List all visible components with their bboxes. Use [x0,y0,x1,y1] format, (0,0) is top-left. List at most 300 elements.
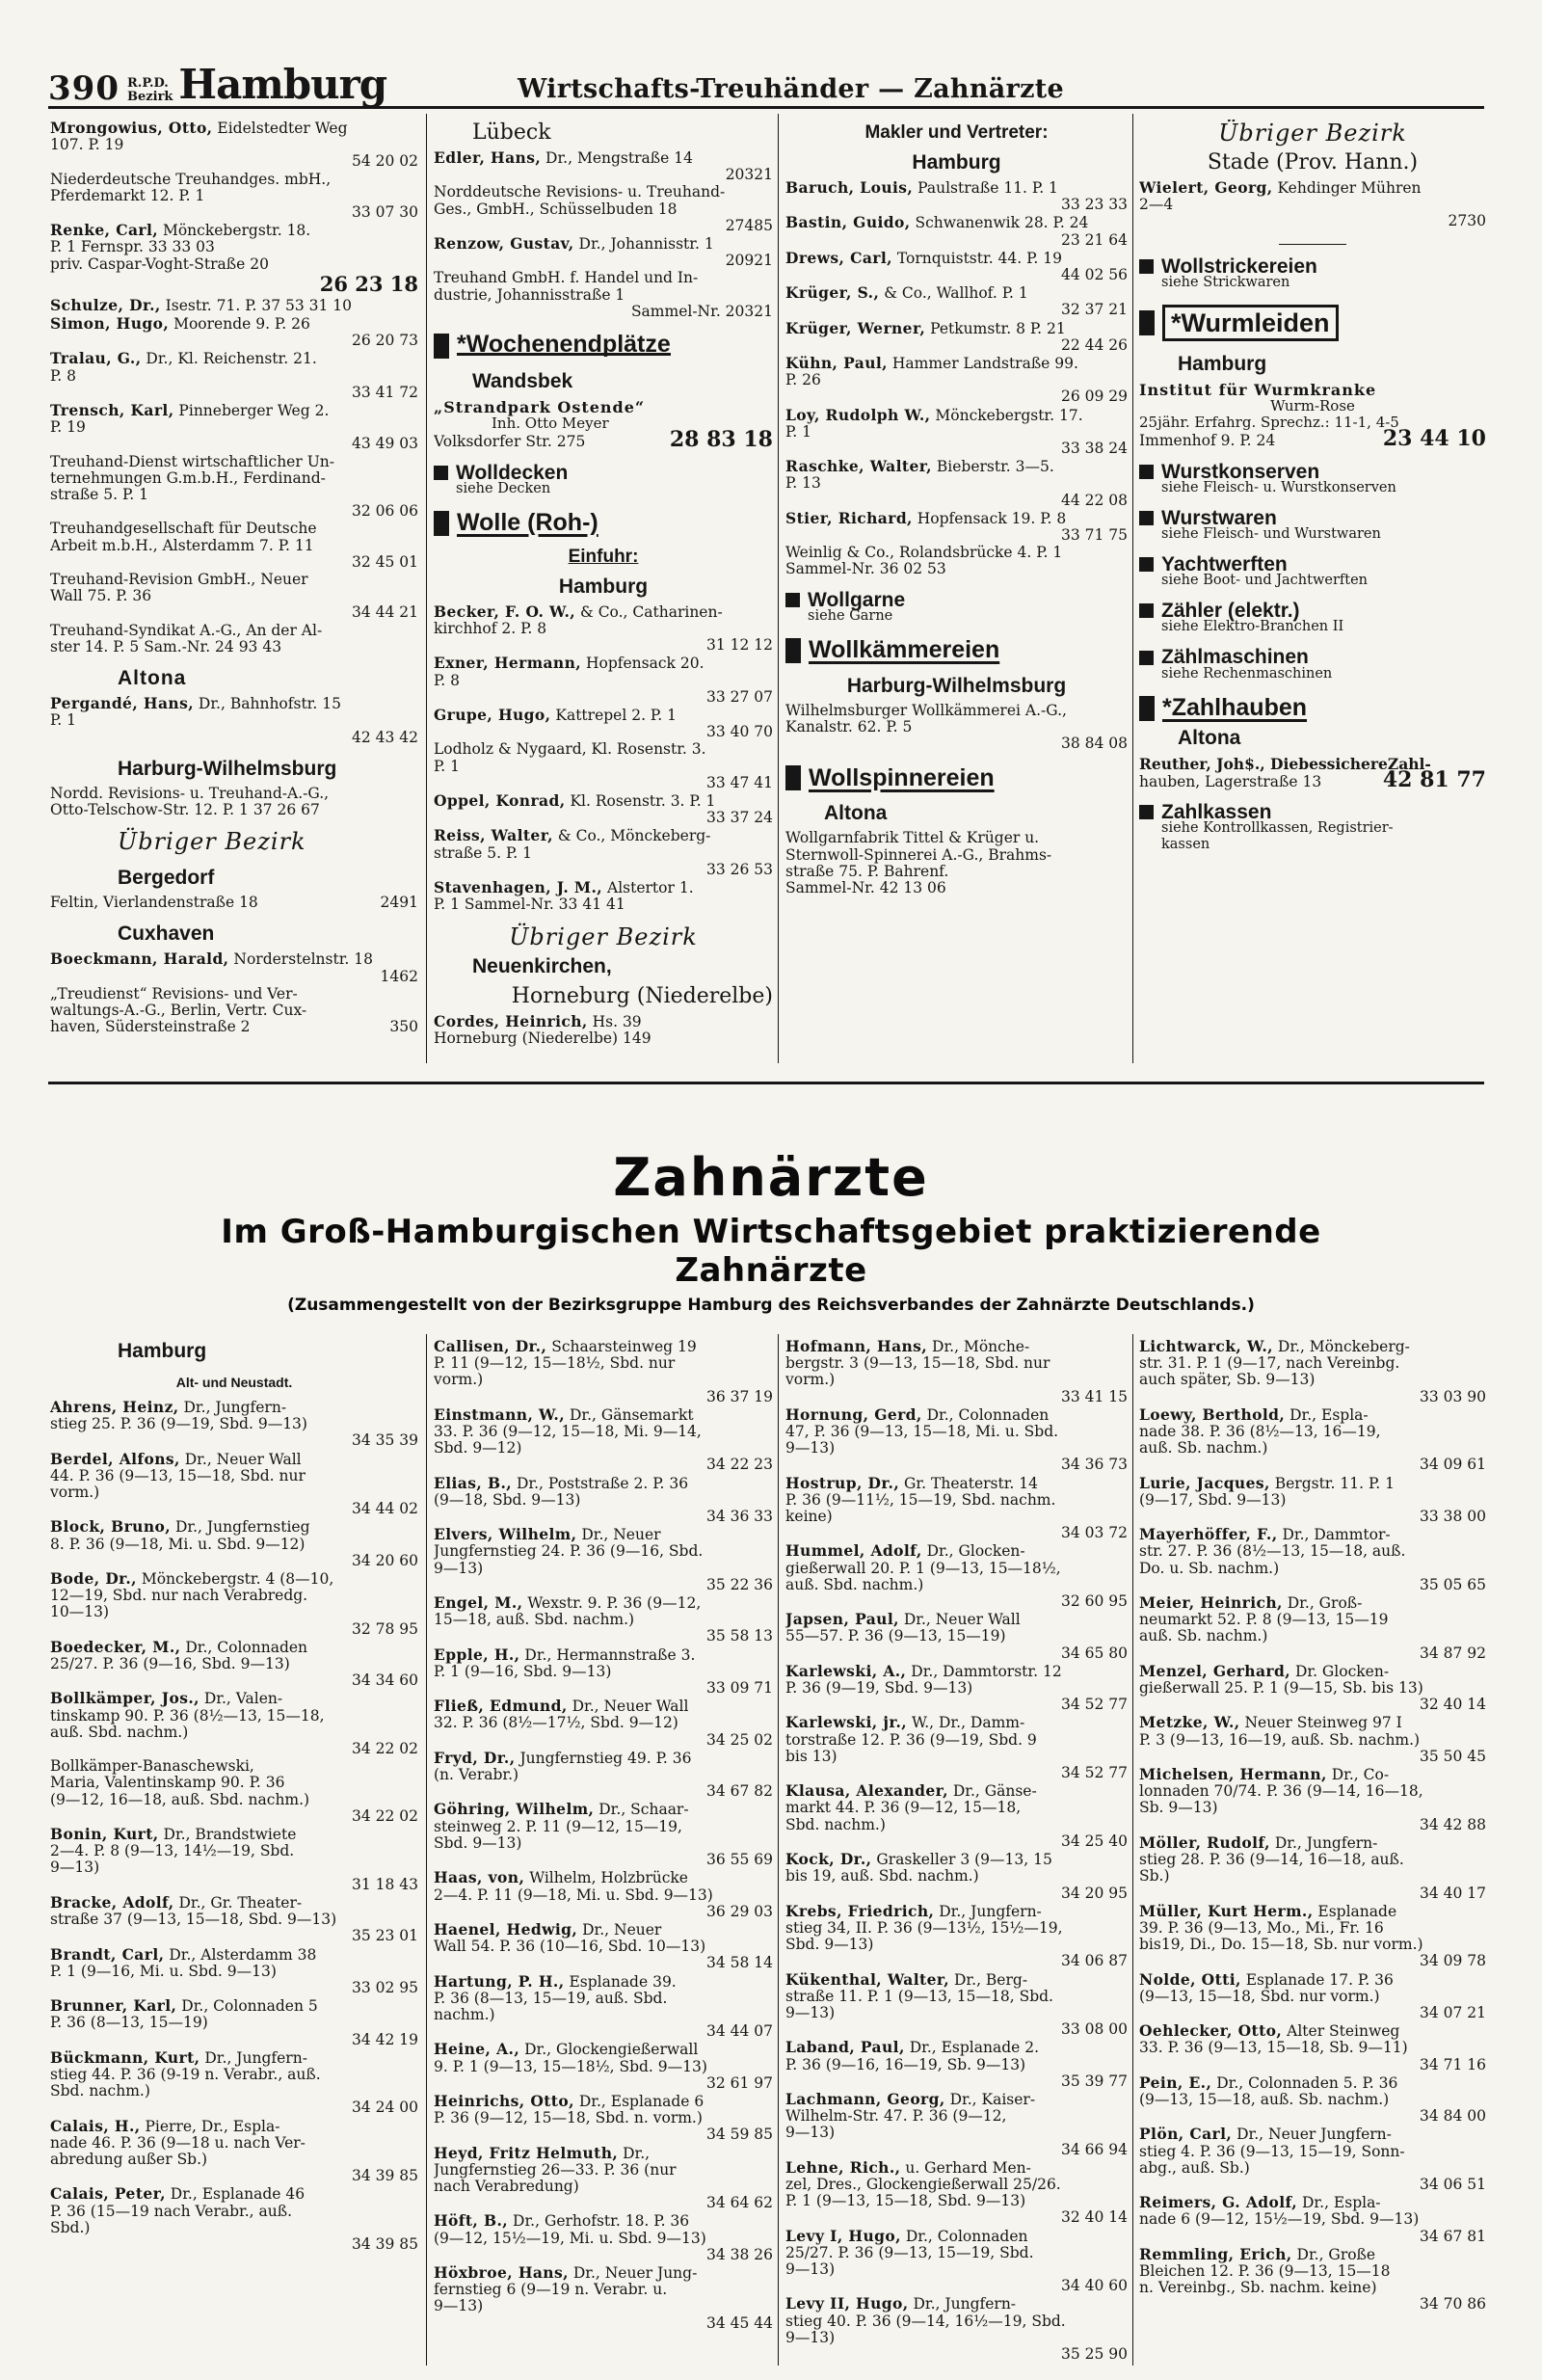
entry-phone: 34 40 60 [1060,2278,1128,2295]
entry-name: Hummel, Adolf, [785,1542,922,1561]
entry-line: keine) [785,1509,833,1526]
directory-entry [434,1475,773,1526]
entry-line: Lachmann, Georg, Dr., Kaiser- [785,2090,1036,2108]
entry-phone: 33 41 15 [1060,1388,1128,1405]
entry-line: Wall 75. P. 36 [50,588,152,605]
column-divider [426,114,427,1063]
entry-line: abredung außer Sb.) [50,2151,208,2168]
directory-entry [1139,1834,1486,1902]
entry-name: Tralau, G., [50,350,142,368]
entry-line: 2—4 [1139,197,1174,214]
entry-phone: 36 37 19 [705,1388,773,1405]
entry-line: bis 13) [785,1748,837,1765]
entry-phone: 26 09 29 [1060,388,1128,406]
entry-name: Baruch, Louis, [785,179,914,197]
entry-line: Elvers, Wilhelm, Dr., Neuer [434,1526,661,1544]
entry-line: (9—18, Sbd. 9—13) [434,1491,581,1509]
entry-line: Sbd.) [50,2219,91,2236]
entry-line: Einstmann, W., Dr., Gänsemarkt [434,1405,694,1424]
entry-line: 8. P. 36 (9—18, Mi. u. Sbd. 9—12) [50,1536,306,1553]
directory-entry [434,184,773,234]
directory-entry [785,1851,1128,1902]
entry-phone: 35 23 01 [351,1928,418,1945]
entry-name: Bode, Dr., [50,1570,137,1589]
directory-entry [50,2185,418,2253]
directory-entry [50,1997,418,2048]
entry-line: Göhring, Wilhelm, Dr., Schaar- [434,1801,689,1819]
directory-entry [50,454,418,521]
directory-entry [50,950,418,984]
entry-phone: 38 84 08 [1060,735,1128,753]
entry-name: Müller, Kurt Herm., [1139,1902,1314,1920]
entry-line: Weinlig & Co., Rolandsbrücke 4. P. 1 [785,545,1063,562]
directory-entry [50,1894,418,1945]
entry-line: P. 1 [434,758,461,775]
entry-line: (9—13, 15—18, auß. Sb. nachm.) [1139,2091,1390,2108]
category-note: siehe Elektro-Branchen II [1161,619,1344,635]
entry-line: 25/27. P. 36 (9—16, Sbd. 9—13) [50,1656,290,1673]
entry-line: Berdel, Alfons, Dr., Neuer Wall [50,1450,302,1468]
entry-line: tinskamp 90. P. 36 (8½—13, 15—18, [50,1707,325,1725]
entry-phone: 34 42 19 [351,2031,418,2048]
entry-line: Loewy, Berthold, Dr., Espla- [1139,1405,1369,1424]
directory-entry [50,1639,418,1690]
entry-phone: 34 09 61 [1419,1457,1486,1474]
entry-phone: 34 45 44 [705,2314,773,2332]
entry-name: Heine, A., [434,2041,520,2059]
entry-phone: 34 07 21 [1419,2004,1486,2021]
entry-line: 47, P. 36 (9—13, 15—18, Mi. u. Sbd. [785,1424,1059,1441]
square-bullet-icon [1139,603,1154,618]
directory-entry [785,407,1128,458]
entry-line: markt 44. P. 36 (9—12, 15—18, [785,1800,1022,1817]
directory-entry [50,172,418,222]
entry-name: Menzel, Gerhard, [1139,1662,1291,1680]
entry-name: Einstmann, W., [434,1405,566,1424]
directory-entry [1139,1766,1486,1833]
entry-line: Do. u. Sb. nachm.) [1139,1560,1280,1577]
section-subtitle: Zahnärzte [675,1251,867,1290]
entry-line: P. 36 (9—12, 15—18, Sbd. n. vorm.) [434,2110,703,2127]
place-heading: Wandsbek [472,370,573,393]
directory-entry [434,1973,773,2041]
entry-line: P. 1 Fernspr. 33 33 03 [50,239,215,256]
entry-line: bergstr. 3 (9—13, 15—18, Sbd. nur [785,1355,1050,1373]
adv-hours: 25jähr. Erfahrg. Sprechz.: 11-1, 4-5 [1139,414,1399,432]
entry-line: 32. P. 36 (8½—17½, Sbd. 9—12) [434,1715,678,1732]
entry-name: Krebs, Friedrich, [785,1902,935,1920]
entry-line: Nolde, Otti, Esplanade 17. P. 36 [1139,1970,1394,1989]
category-title: *Zahlhauben [1162,694,1308,722]
entry-line: Oehlecker, Otto, Alter Steinweg [1139,2022,1400,2041]
entry-line: Bleichen 12. P. 36 (9—13, 15—18 [1139,2262,1391,2280]
entry-line: Bückmann, Kurt, Dr., Jungfern- [50,2048,307,2067]
entry-line: Sbd. 9—12) [434,1440,522,1457]
entry-line: Treuhand-Revision GmbH., Neuer [50,572,308,589]
entry-line: 107. P. 19 [50,137,124,154]
place-heading: Bergedorf [118,867,215,890]
directory-entry [434,1646,773,1698]
entry-name: Kock, Dr., [785,1851,872,1869]
entry-phone: 34 22 02 [351,1741,418,1758]
entry-line: 12—19, Sbd. nur nach Verabredg. [50,1588,308,1605]
category-title: Zählmaschinen [1161,646,1309,669]
entry-line: Trensch, Karl, Pinneberger Weg 2. [50,402,330,420]
entry-line: straße 5. P. 1 [434,844,533,862]
entry-line: P. 1 (9—16, Sbd. 9—13) [434,1663,612,1680]
entry-line: P. 36 (15—19 nach Verabr., auß. [50,2203,293,2220]
entry-name: Calais, Peter, [50,2185,166,2204]
entry-name: Bollkämper, Jos., [50,1690,199,1708]
category-note: siehe Fleisch- und Wurstwaren [1161,526,1381,543]
entry-line: P. 3 (9—13, 16—19, auß. Sb. nachm.) [1139,1731,1421,1749]
directory-entry [785,214,1128,248]
advertisement-reuther [1139,756,1486,790]
entry-line: ternehmungen G.m.b.H., Ferdinand- [50,469,326,487]
directory-entry [50,350,418,401]
entry-line: 9. P. 1 (9—13, 15—18½, Sbd. 9—13) [434,2058,707,2075]
entry-phone: 33 08 00 [1060,2021,1128,2039]
entry-name: Drews, Carl, [785,249,892,267]
entry-line: Meier, Heinrich, Dr., Groß- [1139,1594,1363,1613]
adv-sub: Wurm-Rose [1270,397,1355,415]
entry-name: Hofmann, Hans, [785,1338,928,1355]
entry-name: Krüger, S., [785,284,880,303]
category-title: Wollkämmereien [809,636,1000,664]
entry-name: Göhring, Wilhelm, [434,1801,595,1819]
entry-line: Höxbroe, Hans, Dr., Neuer Jung- [434,2263,698,2282]
section-title: Zahnärzte [613,1147,929,1208]
entry-line: torstraße 12. P. 36 (9—19, Sbd. 9 [785,1731,1037,1749]
entry-name: Plön, Carl, [1139,2126,1233,2144]
square-bullet-icon [1139,651,1154,665]
entry-line: Calais, Peter, Dr., Esplanade 46 [50,2185,306,2204]
entry-line: Raschke, Walter, Bieberstr. 3—5. [785,458,1054,476]
entry-name: Exner, Hermann, [434,655,582,673]
entry-name: Cordes, Heinrich, [434,1012,588,1030]
entry-line: vorm.) [785,1372,836,1389]
entry-phone: 33 03 90 [1419,1388,1486,1405]
entry-line: Sammel-Nr. 42 13 06 [785,880,946,897]
category-title: Zahlkassen [1161,801,1272,824]
category-title: *Wurmleiden [1162,305,1339,341]
entry-phone: 34 67 82 [705,1783,773,1801]
entry-phone: 33 40 70 [705,724,773,741]
entry-phone: 34 84 00 [1419,2108,1486,2126]
category-wollstrickereien [1139,254,1486,278]
directory-entry [434,792,773,826]
entry-line: str. 27. P. 36 (8½—13, 15—18, auß. [1139,1543,1406,1561]
directory-entry [50,402,418,453]
entry-line: Treuhand-Syndikat A.-G., An der Al- [50,622,323,639]
entry-line: P. 1 [50,712,77,730]
entry-line: 9—13) [434,1560,484,1577]
entry-name: Oehlecker, Otto, [1139,2022,1283,2041]
entry-line: gießerwall 25. P. 1 (9—15, Sb. bis 13) [1139,1680,1423,1698]
entry-line: haven, Südersteinstraße 2 350 [50,1019,418,1036]
entry-phone: 33 07 30 [351,204,418,222]
entry-name: Stier, Richard, [785,509,913,527]
directory-entry [50,572,418,622]
category-title: Zähler (elektr.) [1161,600,1300,623]
entry-line: ster 14. P. 5 Sam.-Nr. 24 93 43 [50,638,282,655]
entry-line: P. 36 (9—19, Sbd. 9—13) [785,1680,973,1698]
entry-line: Höft, B., Dr., Gerhofstr. 18. P. 36 [434,2212,690,2231]
entry-phone: 32 40 14 [1419,1697,1486,1714]
entry-line: Edler, Hans, Dr., Mengstraße 14 [434,149,693,167]
entry-line: Maria, Valentinskamp 90. P. 36 [50,1775,285,1792]
entry-name: Bückmann, Kurt, [50,2048,200,2067]
directory-entry [434,2212,773,2263]
category-wurmleiden [1139,305,1486,341]
directory-entry [785,1714,1128,1781]
entry-phone: 35 05 65 [1419,1576,1486,1593]
entry-phone: 34 70 86 [1419,2296,1486,2313]
directory-entry [50,297,418,314]
district-heading: Alt- und Neustadt. [175,1375,293,1390]
entry-line: Callisen, Dr., Schaarsteinweg 19 [434,1338,697,1355]
category-wochenendplaetze [434,330,773,359]
entry-line: Karlewski, A., Dr., Dammtorstr. 12 [785,1662,1062,1680]
entry-name: Elvers, Wilhelm, [434,1526,577,1544]
entry-line: vorm.) [50,1484,100,1502]
entry-line: P. 19 [50,419,86,437]
entry-line: Stavenhagen, J. M., Alstertor 1. [434,879,694,897]
entry-line: 2—4. P. 8 (9—13, 14½—19, Sbd. [50,1843,295,1860]
category-wolle-roh [434,511,773,536]
entry-line: stieg 28. P. 36 (9—14, 16—18, auß. [1139,1852,1404,1869]
entry-line: Hartung, P. H., Esplanade 39. [434,1972,677,1991]
entry-phone: 34 25 40 [1060,1832,1128,1850]
entry-phone: 33 02 95 [351,1979,418,1996]
entry-phone: 34 39 85 [351,2235,418,2253]
entry-line: P. 8 [434,672,461,689]
entry-name: Kükenthal, Walter, [785,1970,950,1989]
section-rule [48,1082,1484,1084]
entry-line: Treuhandgesellschaft für Deutsche [50,521,317,538]
entry-line: Sb. 9—13) [1139,1800,1218,1817]
entry-line: (9—12, 16—18, auß. Sbd. nachm.) [50,1791,310,1808]
directory-entry [1139,2126,1486,2193]
directory-entry [785,703,1128,753]
entry-name: Becker, F. O. W., [434,602,576,621]
entry-name: Heinrichs, Otto, [434,2092,574,2110]
place-heading: Horneburg (Niederelbe) [511,983,773,1008]
entry-phone: 22 44 26 [1060,336,1128,354]
entry-name: Hartung, P. H., [434,1972,565,1991]
category-wurstwaren [1139,506,1486,529]
entry-line: Becker, F. O. W., & Co., Catharinen- [434,602,723,621]
entry-name: Brandt, Carl, [50,1945,165,1964]
entry-line: 33. P. 36 (9—13, 15—18, Sb. 9—11) [1139,2040,1408,2057]
entry-phone: 34 25 02 [705,1731,773,1749]
entry-name: Japsen, Paul, [785,1611,899,1629]
entry-phone: 34 42 88 [1419,1816,1486,1833]
entry-line: auß. Sb. nachm.) [1139,1440,1268,1457]
entry-phone: 34 67 81 [1419,2228,1486,2245]
entry-line: auß. Sbd. nachm.) [50,1724,189,1741]
entry-phone: 350 [389,1019,418,1036]
entry-line: 10—13) [50,1604,109,1621]
directory-entry [1139,1971,1486,2022]
entry-line: Hornung, Gerd, Dr., Colonnaden [785,1405,1050,1424]
category-title: Wolle (Roh-) [457,509,598,537]
entry-phone: 35 22 36 [705,1576,773,1593]
directory-entry [50,1518,418,1569]
place-heading: Stade (Prov. Hann.) [1207,150,1419,174]
entry-phone: 32 45 01 [351,553,418,571]
entry-line: Mrongowius, Otto, Eidelstedter Weg [50,120,348,137]
directory-entry [434,1698,773,1749]
top-column-1 [50,120,418,1059]
directory-entry [785,1338,1128,1405]
entry-line: zel, Dres., Glockengießerwall 25/26. [785,2176,1061,2193]
directory-entry [1139,2022,1486,2073]
square-bullet-icon [1139,557,1154,572]
entry-line: 55—57. P. 36 (9—13, 15—19) [785,1628,1006,1645]
entry-phone: 34 52 77 [1060,1765,1128,1782]
entry-line: Wall 54. P. 36 (10—16, Sbd. 10—13) [434,1939,706,1956]
directory-entry [785,510,1128,544]
entry-name: Höxbroe, Hans, [434,2263,569,2282]
place-heading: Harburg-Wilhelmsburg [118,757,337,780]
entry-name: Höft, B., [434,2212,509,2231]
entry-line: 15—18, auß. Sbd. nachm.) [434,1612,635,1629]
category-note: siehe Boot- und Jachtwerften [1161,573,1368,589]
adv-phone: 23 44 10 [1382,426,1486,452]
directory-entry [785,1406,1128,1474]
category-title: Wurstkonserven [1161,460,1320,483]
place-heading: Hamburg [118,1340,207,1362]
column-divider [778,1334,779,2366]
entry-line: Fließ, Edmund, Dr., Neuer Wall [434,1698,689,1716]
entry-line: 9—13) [785,2329,836,2346]
directory-entry [434,879,773,913]
category-wollgarne [785,588,1128,611]
directory-entry [434,270,773,320]
directory-entry [785,458,1128,509]
place-heading: Altona [824,802,888,825]
directory-entry [785,1663,1128,1714]
entry-phone: 35 39 77 [1060,2072,1128,2090]
entry-name: Laband, Paul, [785,2039,905,2057]
entry-line: Jungfernstieg 24. P. 36 (9—16, Sbd. [434,1543,704,1561]
square-bullet-icon [1139,259,1154,274]
directory-entry [785,250,1128,283]
category-note: siehe Strickwaren [1161,274,1290,290]
entry-line: Sbd. 9—13) [434,1834,522,1852]
entry-line: 33. P. 36 (9—12, 15—18, Mi. 9—14, [434,1424,702,1441]
entry-line: 9—13) [50,1859,100,1877]
entry-phone: 33 23 33 [1060,197,1128,214]
entry-line: nach Verabredung) [434,2178,579,2195]
entry-line: Schulze, Dr., Isestr. 71. P. 37 53 31 10 [50,296,353,314]
entry-name: Trensch, Karl, [50,402,174,420]
entry-phone: 35 25 90 [1060,2345,1128,2360]
square-bullet-icon [434,511,449,536]
adv-name: „Strandpark Ostende“ [434,398,646,417]
adv-address: Immenhof 9. P. 24 [1139,432,1276,450]
entry-phone: 32 78 95 [351,1620,418,1638]
entry-line: Lehne, Rich., u. Gerhard Men- [785,2158,1031,2177]
entry-line: Wollgarnfabrik Tittel & Krüger u. [785,830,1040,847]
directory-entry [434,1801,773,1868]
directory-entry [50,895,418,911]
entry-phone: 34 39 85 [351,2168,418,2185]
entry-line: Metzke, W., Neuer Steinweg 97 I [1139,1714,1402,1732]
entry-line: Arbeit m.b.H., Alsterdamm 7. P. 11 [50,537,314,554]
entry-name: Boeckmann, Harald, [50,950,229,969]
square-bullet-icon [785,765,801,790]
directory-entry [50,1946,418,1997]
entry-phone: 35 50 45 [1419,1748,1486,1765]
entry-line: Müller, Kurt Herm., Esplanade [1139,1902,1397,1920]
entry-phone: 31 12 12 [705,637,773,655]
entry-line: P. 13 [785,475,821,493]
top-column-2 [434,120,773,1059]
place-heading: Altona [118,667,187,690]
place-heading: Einfuhr: [568,546,639,567]
directory-entry [785,320,1128,354]
place-heading: Harburg-Wilhelmsburg [846,674,1067,697]
entry-name: Boedecker, M., [50,1638,181,1656]
entry-line: Stier, Richard, Hopfensack 19. P. 8 [785,509,1067,527]
entry-phone: 34 44 21 [351,604,418,622]
entry-name: Ahrens, Heinz, [50,1399,179,1416]
entry-phone: 2491 [380,895,418,912]
entry-line: 9—13) [785,1440,836,1457]
directory-entry [434,1338,773,1405]
category-wollspinnereien [785,765,1128,790]
category-title: *Wochenendplätze [457,330,671,358]
adv-address: hauben, Lagerstraße 13 [1139,772,1322,790]
entry-phone: 34 44 07 [705,2023,773,2041]
dentist-column-3 [785,1338,1128,2360]
entry-line: Laband, Paul, Dr., Esplanade 2. [785,2039,1040,2057]
entry-line: Boeckmann, Harald, Norderstelnstr. 18 [50,950,373,969]
entry-phone: Sammel-Nr. 20321 [630,303,773,320]
directory-entry [434,2264,773,2332]
entry-line: Remmling, Erich, Dr., Große [1139,2245,1376,2263]
entry-phone: 2730 [1448,213,1486,230]
directory-entry [1139,1663,1486,1714]
square-bullet-icon [1139,310,1155,335]
entry-name: Krüger, Werner, [785,319,926,337]
entry-line: (9—12, 15½—19, Mi. u. Sbd. 9—13) [434,2230,706,2247]
entry-line: abg., auß. Sb.) [1139,2159,1250,2177]
directory-entry [50,1758,418,1825]
entry-phone: 34 87 92 [1419,1645,1486,1662]
entry-name: Elias, B., [434,1474,513,1492]
entry-line: Pein, E., Dr., Colonnaden 5. P. 36 [1139,2073,1398,2092]
entry-phone: 44 22 08 [1060,492,1128,509]
entry-name: Michelsen, Hermann, [1139,1766,1327,1784]
entry-line: Lodholz & Nygaard, Kl. Rosenstr. 3. [434,741,706,759]
category-title: Wolldecken [456,461,569,484]
entry-line: Ges., GmbH., Schüsselbuden 18 [434,201,678,218]
directory-entry [434,2093,773,2144]
entry-line: Wilhelm-Str. 47. P. 36 (9—12, [785,2108,1007,2126]
entry-name: Renke, Carl, [50,222,159,240]
entry-phone: 34 24 00 [351,2099,418,2117]
directory-entry [50,786,418,818]
place-heading: Altona [1178,726,1241,749]
entry-line: „Treudienst“ Revisions- und Ver- [50,985,298,1003]
entry-name: Block, Bruno, [50,1518,172,1537]
entry-line: nade 6 (9—12, 15½—19, Sbd. 9—13) [1139,2211,1420,2229]
directory-entry [785,1542,1128,1610]
entry-phone: 34 36 73 [1060,1457,1128,1474]
